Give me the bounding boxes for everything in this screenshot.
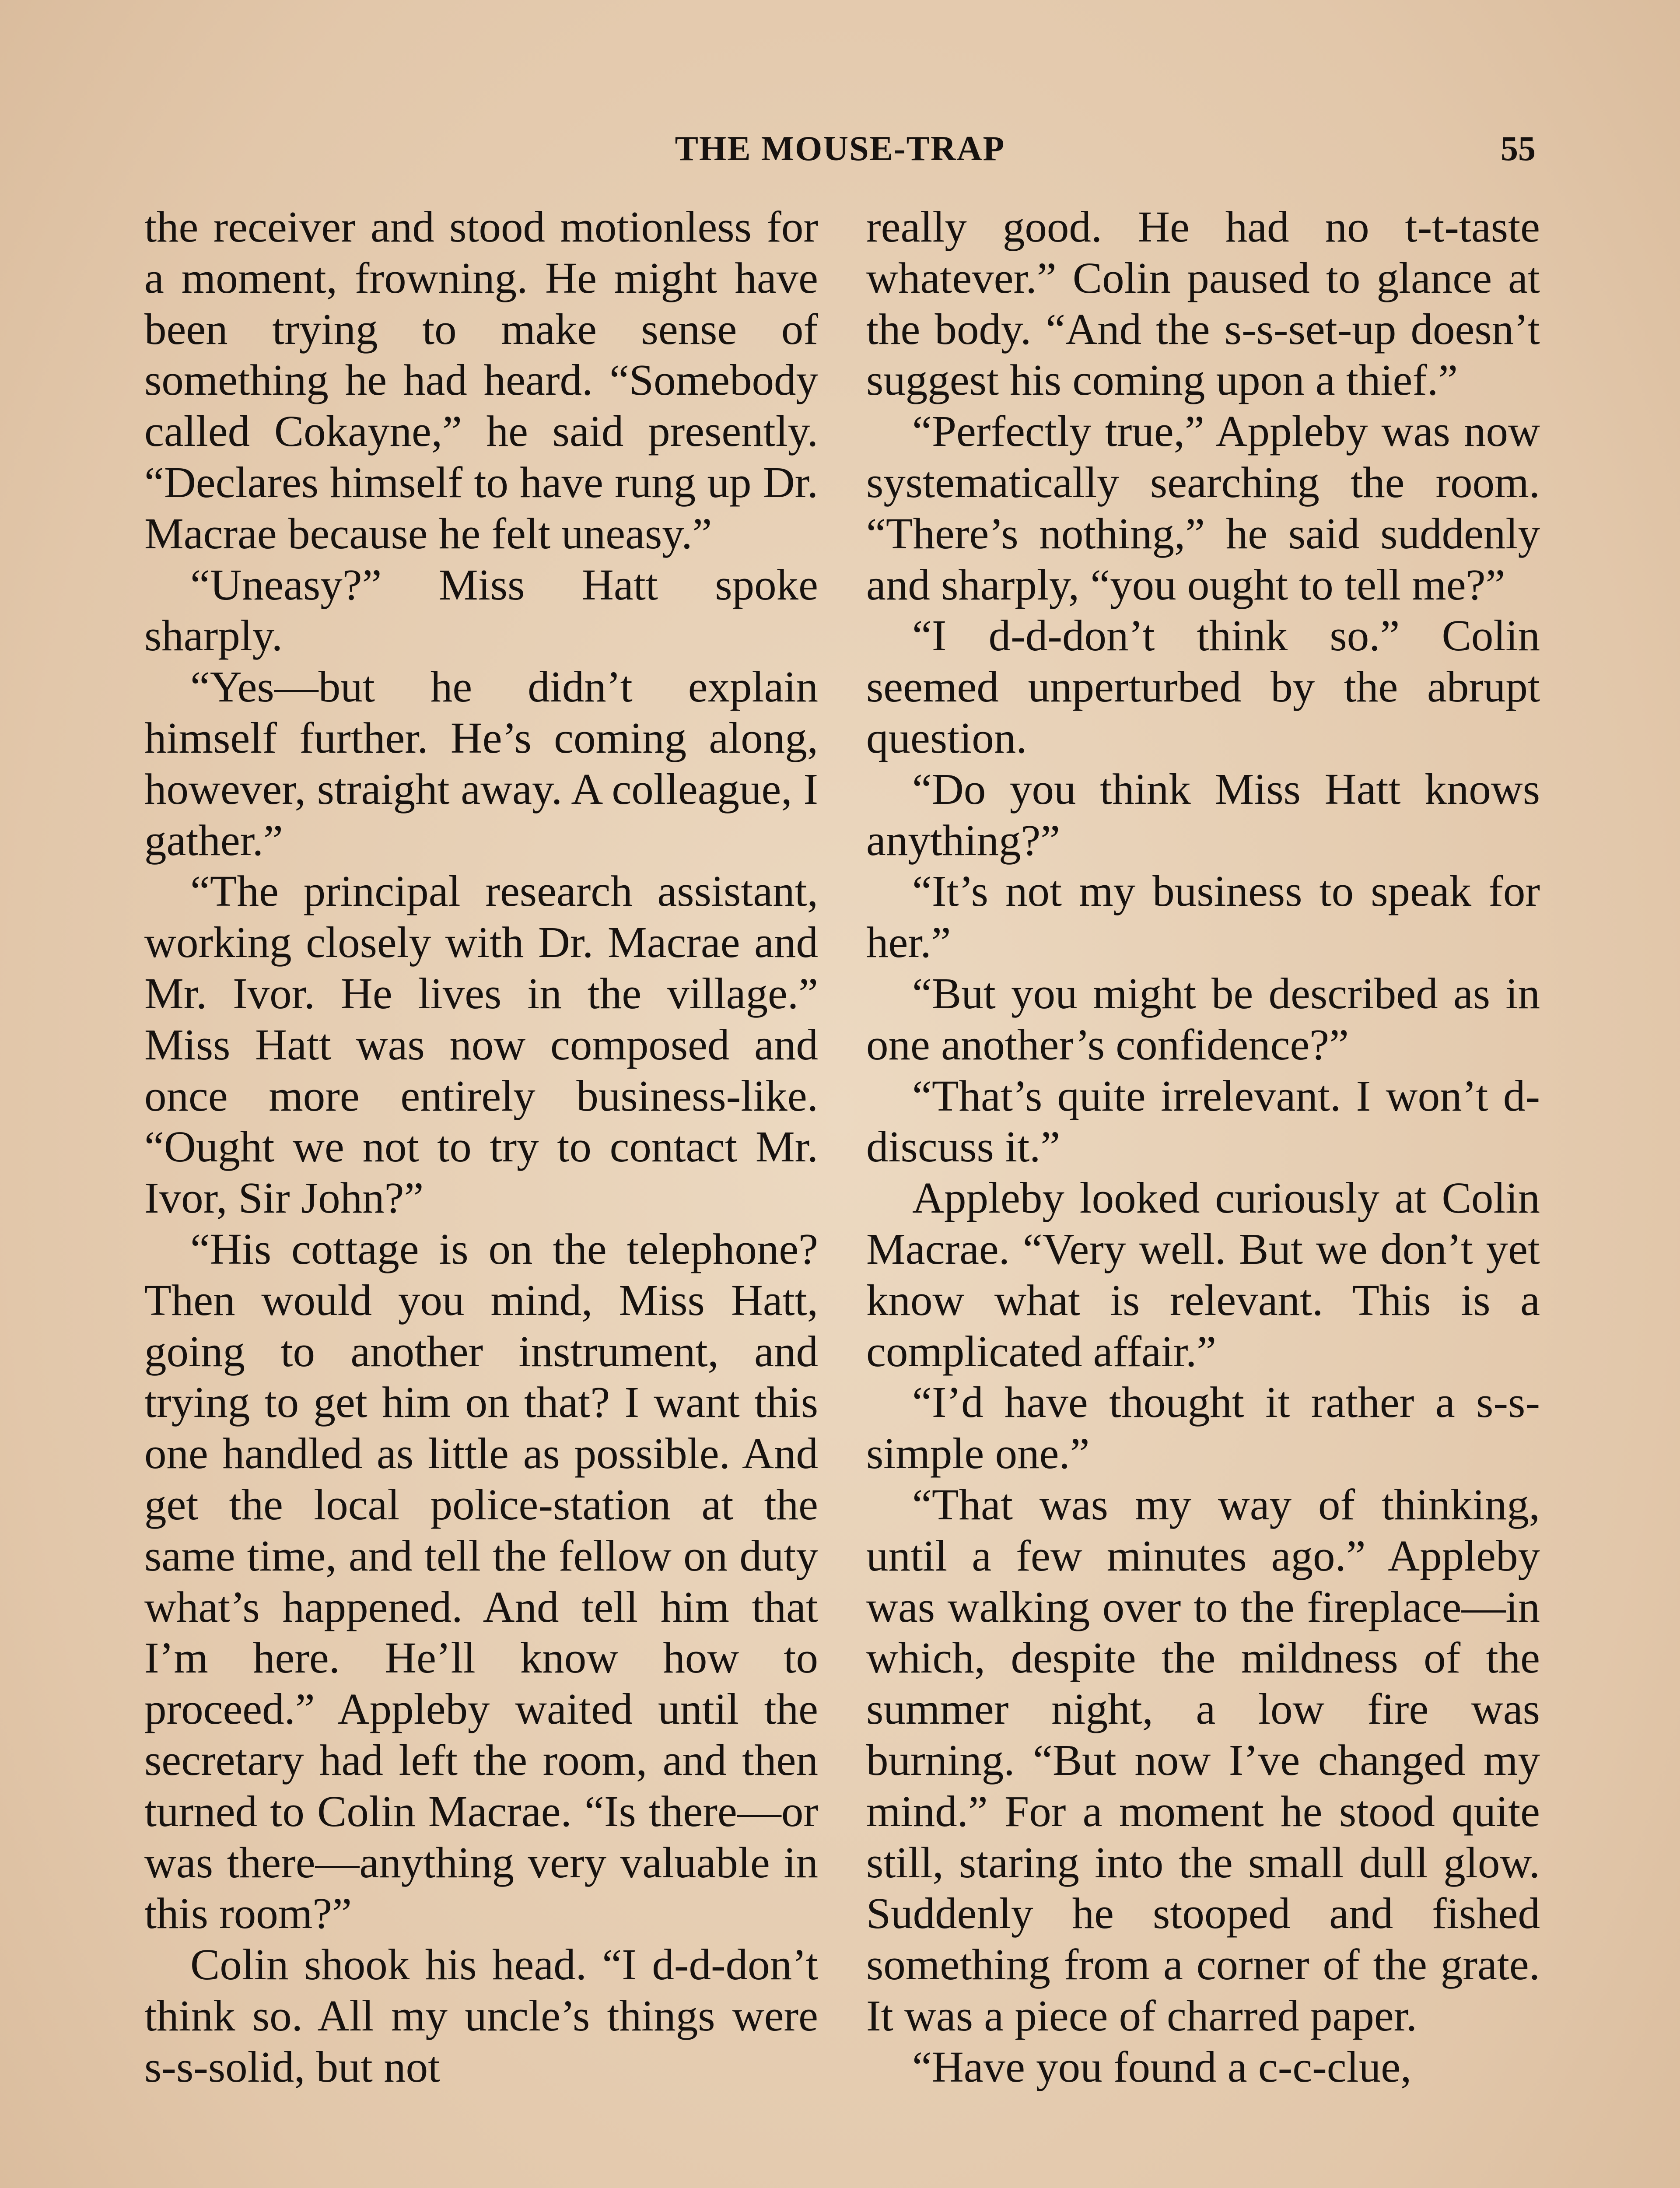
paragraph: “Perfectly true,” Appleby was now systematically searching the room. “There’s nothing,” he said suddenly and sharply, “you ought to tell me?” xyxy=(866,407,1540,609)
page-number: 55 xyxy=(1501,130,1536,168)
left-column xyxy=(144,201,818,2092)
paragraph: “That’s quite irrelevant. I won’t d-discuss it.” xyxy=(866,1071,1540,1171)
paragraph: “His cottage is on the telephone? Then would you mind, Miss Hatt, going to another instrument, and trying to get him on that? I want this one handled as little as possible. And get the local police-station at the same time, and tell the fellow on duty what’s happened. And tell him that I’m here. He’ll know how to proceed.” Appleby waited until the secretary had left the room, and then turned to Colin Macrae. “Is there—or was there—anything very valuable in this room?” xyxy=(144,1224,818,1938)
paragraph: “Yes—but he didn’t explain himself further. He’s coming along, however, straight away. A colleague, I gather.” xyxy=(144,662,818,865)
paragraph: “Have you found a c-c-clue, xyxy=(912,2042,1412,2091)
paragraph: “Uneasy?” Miss Hatt spoke sharply. xyxy=(144,560,818,660)
paragraph: “It’s not my business to speak for her.” xyxy=(866,866,1540,967)
paragraph: the receiver and stood motionless for a moment, frowning. He might have been trying to make sense of something he had heard. “Somebody called Cokayne,” he said presently. “Declares himself to have rung up Dr. Macrae because he felt uneasy.” xyxy=(144,202,818,558)
running-head: THE MOUSE-TRAP xyxy=(675,130,1005,168)
paragraph: “That was my way of thinking, until a few minutes ago.” Appleby was walking over to the fireplace—in which, despite the mildness of the summer night, a low fire was burning. “But now I’ve changed my mind.” For a moment he stood quite still, staring into the small dull glow. Suddenly he stooped and fished something from a corner of the grate. It was a piece of charred paper. xyxy=(866,1480,1540,2040)
paragraph: “I’d have thought it rather a s-s-simple one.” xyxy=(866,1378,1540,1478)
paragraph: “The principal research assistant, working closely with Dr. Macrae and Mr. Ivor. He lives in the village.” Miss Hatt was now composed and once more entirely business-like. “Ought we not to try to contact Mr. Ivor, Sir John?” xyxy=(144,866,818,1223)
paragraph: really good. He had no t-t-taste whatever.” Colin paused to glance at the body. “And the s-s-set-up doesn’t suggest his coming upon a thief.” xyxy=(866,202,1540,405)
right-column xyxy=(866,201,1540,2092)
paragraph: “I d-d-don’t think so.” Colin seemed unperturbed by the abrupt question. xyxy=(866,611,1540,762)
paragraph: “Do you think Miss Hatt knows anything?” xyxy=(866,764,1540,865)
paragraph: “But you might be described as in one another’s confidence?” xyxy=(866,968,1540,1069)
page-header xyxy=(144,129,1536,182)
paragraph: Colin shook his head. “I d-d-don’t think so. All my uncle’s things were s-s-solid, but not xyxy=(144,1940,818,2091)
paragraph: Appleby looked curiously at Colin Macrae. “Very well. But we don’t yet know what is relevant. This is a complicated affair.” xyxy=(866,1173,1540,1376)
